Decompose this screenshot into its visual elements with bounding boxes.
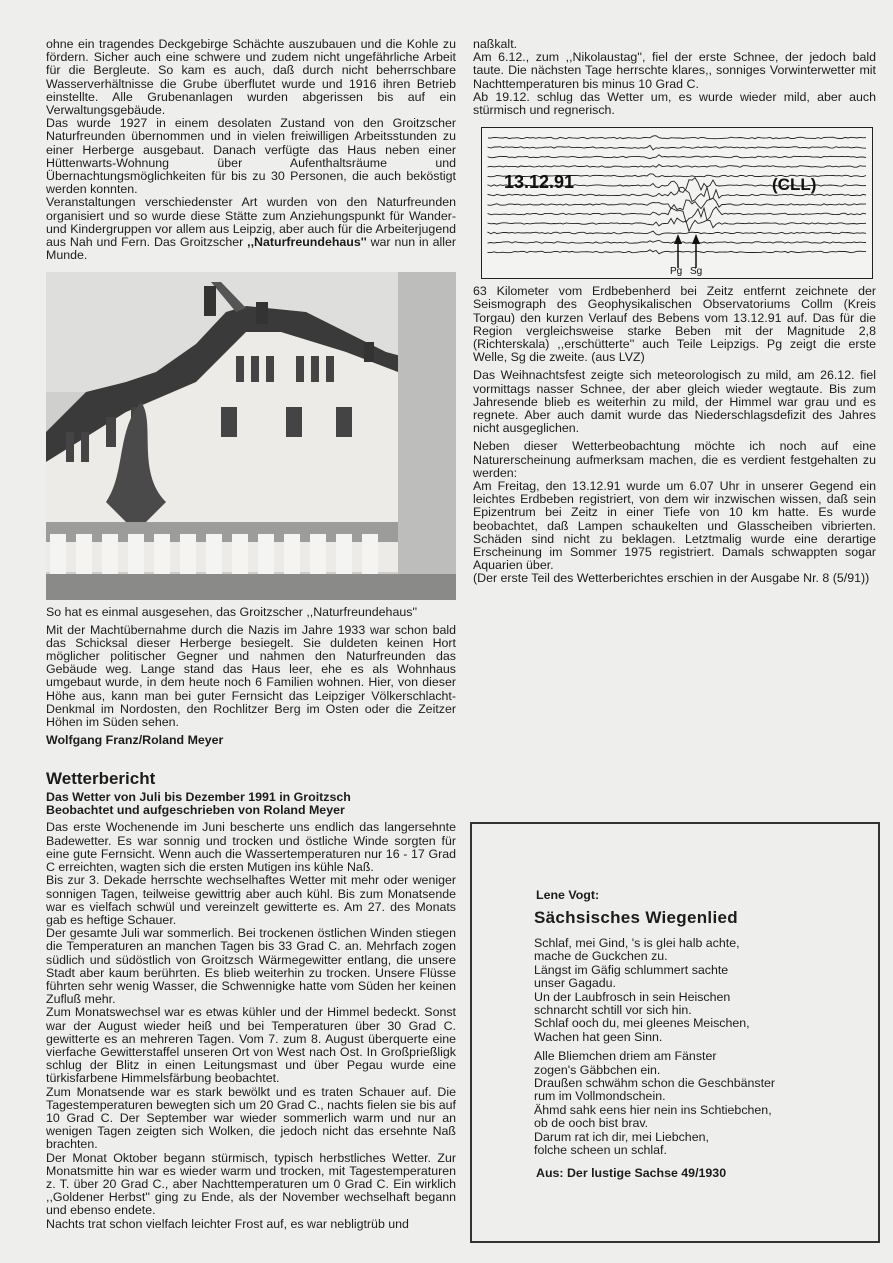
paragraph: Der gesamte Juli war sommerlich. Bei trockenen östlichen Winden stiegen die Temperaturen an manchen Tagen bis 33 Grad C. an. Mehrfach zogen südlich und südöstlich von Groitzsch Wärmegewitter entlang, die unsere Stadt aber kaum berührten. Es blieb weiterhin zu trocken. Unsere Flüsse führten sehr wenig Wasser, die Schwennigke hatte vom Süden her keinen Zufluß mehr.	[46, 926, 456, 1007]
photo-caption: So hat es einmal ausgesehen, das Groitzscher ,,Naturfreundehaus''	[46, 605, 418, 620]
weather-heading: Wetterbericht	[46, 769, 156, 789]
authors: Wolfgang Franz/Roland Meyer	[46, 733, 224, 748]
paragraph: Zum Monatswechsel war es etwas kühler und der Himmel bedeckt. Sonst war der August wieder heiß und bei Temperaturen über 30 Grad C. gewitterte es an mehreren Tagen. Vom 7. zum 8. August überquerte eine vierfache Gewitterstaffel unseren Ort von West nach Ost. In Großprießligk schlug der Blitz in einen Leitungsmast und über Pegau wurde eine türkisfarbene Himmelsfärbung beobachtet.	[46, 1005, 456, 1086]
poem-line: Draußen schwähm schon die Geschbänster	[534, 1076, 776, 1091]
paragraph: Der Monat Oktober begann stürmisch, typisch herbstliches Wetter. Zur Monatsmitte hin war es wieder warm und trocken, mit Tagestemperaturen z. T. über 20 Grad C., aber Nachttemperaturen um 0 Grad C. Ein wirklich ,,Goldener Herbst'' ging zu Ende, als der November wechselhaft begann und ebenso endete.	[46, 1150, 456, 1218]
weather-subtitle	[46, 791, 456, 817]
paragraph-text: Veranstaltungen verschiedenster Art wurden von den Naturfreunden organisiert und so wurde diese Stätte zum Anziehungspunkt für Wander- und Kindergruppen vor allem aus Leipzig, aber auch für die Arbeiterjugend aus Nah und Fern. Das Groitzscher	[46, 195, 456, 250]
poem-line: zogen's Gäbbchen ein.	[534, 1062, 661, 1077]
poem-line: schnarcht schtill vor sich hin.	[534, 1003, 692, 1018]
poem-line: Darum rat ich dir, mei Liebchen,	[534, 1129, 709, 1144]
seismogram-trace	[488, 136, 866, 139]
seismogram-station: (CLL)	[772, 175, 817, 195]
paragraph: Bis zur 3. Dekade herrschte wechselhaftes Wetter mit mehr oder weniger sonnigen Tagen, teilweise gewittrig aber auch kühl. Bis zum Monatsende war es vielfach schwül und vereinzelt gewitterte es. Am 27. des Monats gab es heftige Schauer.	[46, 873, 456, 927]
pg-label: Pg	[670, 266, 683, 278]
paragraph: Das Weihnachtsfest zeigte sich meteorologisch zu mild, am 26.12. fiel vormittags nasser Schnee, der aber gleich wieder wegtaute. Bis zum Jahresende blieb es weiterhin zu mild, der Himmel war grau und es regnete. Aber auch damit wurde das Niederschlagsdefizit des Jahres nicht ausgeglichen.	[473, 368, 876, 436]
sg-label: Sg	[690, 266, 703, 278]
paragraph: ohne ein tragendes Deckgebirge Schächte auszubauen und die Kohle zu fördern. Sicher auch eine schwere und zudem nicht ungefährliche Arbeit für die Bergleute. So kam es auch, daß durch nicht beherrschbare Wasserverhältnisse die Grube überflutet wurde und 1916 ihren Betrieb einstellte. Alle Grubenanlagen wurden abgerissen bis auf ein Verwaltungsgebäude.	[46, 37, 456, 118]
poem-text	[534, 937, 864, 1158]
seismogram-trace	[488, 165, 866, 168]
poem-line: Längst im Gäfig schlummert sachte	[534, 962, 729, 977]
poem-author: Lene Vogt:	[536, 888, 600, 902]
poem-title: Sächsisches Wiegenlied	[534, 908, 738, 927]
poem-line: ob de ooch bist brav.	[534, 1116, 649, 1131]
paragraph: Zum Monatsende war es stark bewölkt und es traten Schauer auf. Die Tagestemperaturen bewegten sich um 20 Grad C., nachts fielen sie bis auf 10 Grad C. Der September war wieder sommerlich warm und nur an wenigen Tagen zeigten sich Wolken, die jedoch nicht das ersehnte Naß brachten.	[46, 1084, 456, 1152]
paragraph-text: war nun in aller Munde.	[46, 235, 456, 263]
poem-line: rum im Vollmondschein.	[534, 1089, 666, 1104]
seismogram-caption: 63 Kilometer vom Erdbebenherd bei Zeitz entfernt zeichnete der Seismograph des Geophysikalischen Observatoriums Collm (Kreis Torgau) den kurzen Verlauf des Bebens vom 13.12.91 auf. Das für die Region vergleichsweise starke Beben mit der Magnitude 2,8 (Richterskala) ,,erschütterte'' auch Teile Leipzigs. Pg zeigt die erste Welle, Sg die zweite. (aus LVZ)	[473, 284, 876, 365]
seismogram-trace	[488, 155, 866, 159]
seismogram-trace	[488, 231, 866, 235]
seismogram-figure	[481, 127, 873, 279]
paragraph: Das erste Wochenende im Juni bescherte uns endlich das langersehnte Badewetter. Es war sonnig und trocken und östliche Winde sorgten für eine gute Fernsicht. Wenn auch die Wassertemperaturen nur 16 - 17 Grad C erreichten, wagten sich die ersten Mutigen ins kühle Naß.	[46, 820, 456, 875]
paragraph: Nachts trat schon vielfach leichter Frost auf, es war nebligtrüb und	[46, 1216, 409, 1231]
paragraph: Das wurde 1927 in einem desolaten Zustand von den Groitzscher Naturfreunden übernommen und in vielen freiwilligen Arbeitsstunden zu einer Herberge ausgebaut. Danach verfügte das Haus neben einer Hüttenwarts-Wohnung über Aufenthaltsräume und Übernachtungsmöglichkeiten für bis zu 30 Personen, die auch beköstigt werden konnten.	[46, 116, 456, 197]
subtitle-line: Das Wetter von Juli bis Dezember 1991 in Groitzsch	[46, 790, 351, 805]
right-column	[473, 38, 876, 586]
poem-line: unser Gagadu.	[534, 976, 616, 991]
paragraph: Am Freitag, den 13.12.91 wurde um 6.07 Uhr in unserer Gegend ein leichtes Erdbeben registriert, von dem wir inzwischen wissen, daß sein Epizentrum bei Zeitz in einer Tiefe von 10 km hatte. Es wurde beobachtet, daß Lampen schaukelten und Glasscheiben vibrierten. Schäden sind nicht zu beklagen. Letztmalig wurde eine derartige Erscheinung im Sommer 1975 registriert. Damals schwappten sogar Aquarien über.	[473, 479, 876, 573]
seismogram-trace	[488, 198, 866, 210]
poem-line: Ähmd sahk eens hier nein ins Schtiebchen,	[534, 1102, 772, 1117]
poem-source: Aus: Der lustige Sachse 49/1930	[536, 1166, 727, 1180]
paragraph: Am 6.12., zum ,,Nikolaustag'', fiel der erste Schnee, der jedoch bald taute. Die nächsten Tage herrschte klares,, sonniges Vorwinterwetter mit Nachttemperaturen bis minus 10 Grad C.	[473, 50, 876, 91]
seismogram-date: 13.12.91	[504, 172, 575, 193]
poem-line: Schlaf, mei Gind, 's is glei halb achte,	[534, 936, 740, 950]
paragraph: (Der erste Teil des Wetterberichtes erschien in der Ausgabe Nr. 8 (5/91))	[473, 571, 870, 586]
poem-box	[470, 822, 880, 1243]
seismogram-trace	[488, 146, 866, 151]
poem-line: Un der Laubfrosch in sein Heischen	[534, 989, 731, 1004]
left-column	[46, 38, 456, 1231]
house-name: ,,Naturfreundehaus''	[247, 235, 367, 250]
subtitle-line: Beobachtet und aufgeschrieben von Roland Meyer	[46, 803, 345, 818]
paragraph	[46, 196, 456, 262]
paragraph: naßkalt.	[473, 37, 518, 51]
paragraph: Neben dieser Wetterbeobachtung möchte ich noch auf eine Naturerscheinung aufmerksam machen, die es verdient festgehalten zu werden:	[473, 439, 876, 480]
poem-line: Schlaf ooch du, mei gleenes Meischen,	[534, 1016, 750, 1031]
poem-line: Wachen hat geen Sinn.	[534, 1029, 663, 1044]
poem-line: folche scheen un schlaf.	[534, 1143, 667, 1158]
naturfreundehaus-photo	[46, 272, 456, 600]
seismogram-trace	[488, 218, 866, 231]
poem-line: Alle Bliemchen driem am Fänster	[534, 1049, 717, 1064]
seismogram-trace	[488, 250, 866, 254]
paragraph: Ab 19.12. schlug das Wetter um, es wurde wieder mild, aber auch stürmisch und regnerisch.	[473, 89, 876, 118]
paragraph: Mit der Machtübernahme durch die Nazis im Jahre 1933 war schon bald das Schicksal dieser Herberge besiegelt. Sie duldeten keinen Hort möglicher politischer Gegner und nahmen den Naturfreunden das Gebäude weg. Lange stand das Haus leer, ehe es als Wohnhaus umgebaut wurde, in dem heute noch 6 Familien wohnen. Hier, von dieser Höhe aus, kann man bei guter Fernsicht das Leipziger Völkerschlacht-Denkmal im Nordosten, den Rochlitzer Berg im Osten oder die Zeitzer Höhen im Süden sehen.	[46, 622, 456, 730]
poem-line: mache de Guckchen zu.	[534, 949, 668, 964]
